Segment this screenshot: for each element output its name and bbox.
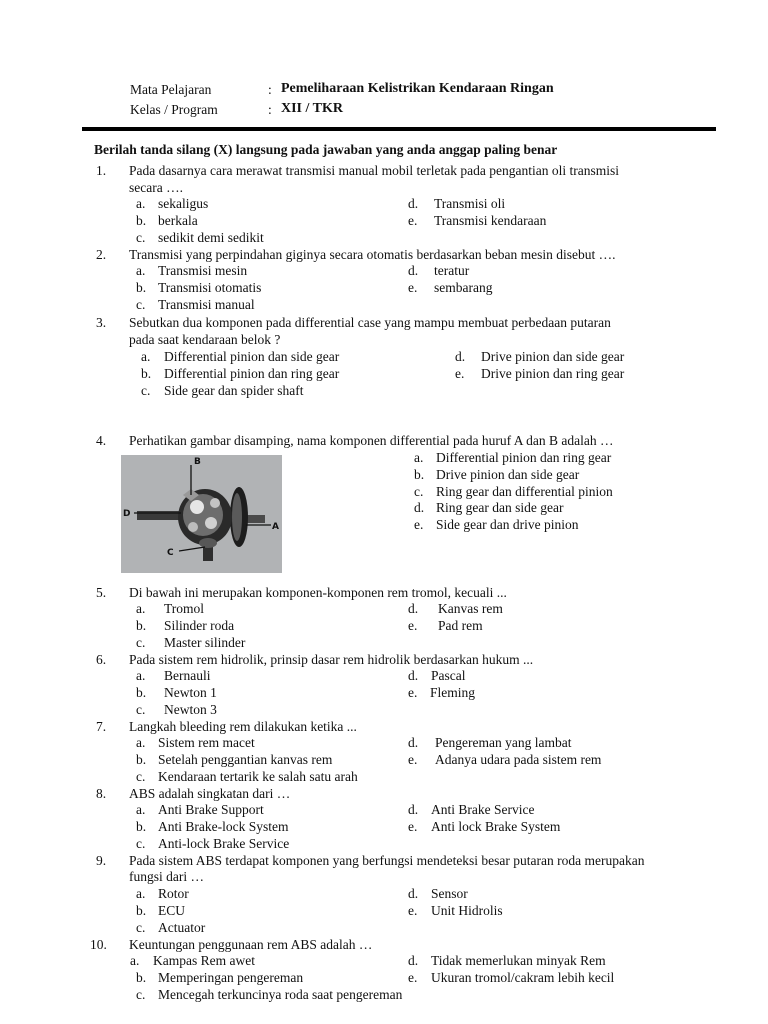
- option-b[interactable]: b. Silinder roda: [136, 618, 235, 633]
- question-text: Sebutkan dua komponen pada differential case yang mampu membuat perbedaan putaran: [129, 315, 611, 330]
- question-text: fungsi dari …: [129, 869, 204, 884]
- option-e[interactable]: e. Unit Hidrolis: [408, 903, 503, 918]
- option-c[interactable]: c. Mencegah terkuncinya roda saat pengereman: [136, 987, 403, 1002]
- question-text: Pada dasarnya cara merawat transmisi manual mobil terletak pada pengantian oli transmisi: [129, 163, 619, 178]
- option-c[interactable]: c. sedikit demi sedikit: [136, 230, 264, 245]
- option-c[interactable]: c. Kendaraan tertarik ke salah satu arah: [136, 769, 358, 784]
- option-b[interactable]: b. Transmisi otomatis: [136, 280, 262, 295]
- question-number: 1.: [96, 163, 107, 178]
- option-d[interactable]: d. Pengereman yang lambat: [408, 735, 572, 750]
- option-a[interactable]: a. Bernauli: [136, 668, 211, 683]
- option-d[interactable]: d. Tidak memerlukan minyak Rem: [408, 953, 606, 968]
- question-number: 9.: [96, 853, 107, 868]
- question-text: Pada sistem ABS terdapat komponen yang berfungsi mendeteksi besar putaran roda merupakan: [129, 853, 645, 868]
- question-number: 7.: [96, 719, 107, 734]
- option-a[interactable]: a. Anti Brake Support: [136, 802, 264, 817]
- subject-colon: :: [268, 82, 272, 97]
- option-e[interactable]: e. Pad rem: [408, 618, 483, 633]
- option-a[interactable]: a. Sistem rem macet: [136, 735, 255, 750]
- option-c[interactable]: c. Actuator: [136, 920, 206, 935]
- option-a[interactable]: a. Tromol: [136, 601, 205, 616]
- differential-figure: [121, 455, 282, 573]
- option-d[interactable]: d. Ring gear dan side gear: [414, 500, 564, 515]
- option-c[interactable]: c. Newton 3: [136, 702, 217, 717]
- option-d[interactable]: d. teratur: [408, 263, 470, 278]
- option-d[interactable]: d. Pascal: [408, 668, 466, 683]
- option-e[interactable]: e. Side gear dan drive pinion: [414, 517, 579, 532]
- instruction: Berilah tanda silang (X) langsung pada jawaban yang anda anggap paling benar: [94, 142, 558, 157]
- option-e[interactable]: e. Ukuran tromol/cakram lebih kecil: [408, 970, 615, 985]
- option-a[interactable]: a. Differential pinion dan side gear: [141, 349, 340, 364]
- option-e[interactable]: e. Adanya udara pada sistem rem: [408, 752, 602, 767]
- option-e[interactable]: e. Anti lock Brake System: [408, 819, 561, 834]
- question-number: 2.: [96, 247, 107, 262]
- option-e[interactable]: e. sembarang: [408, 280, 493, 295]
- option-b[interactable]: b. Newton 1: [136, 685, 217, 700]
- option-b[interactable]: b. Drive pinion dan side gear: [414, 467, 580, 482]
- option-e[interactable]: e. Drive pinion dan ring gear: [455, 366, 625, 381]
- question-text: secara ….: [129, 180, 183, 195]
- class-colon: :: [268, 102, 272, 117]
- figure-label-b: B: [194, 457, 201, 467]
- option-c[interactable]: c. Side gear dan spider shaft: [141, 383, 304, 398]
- option-a[interactable]: a. Differential pinion dan ring gear: [414, 450, 612, 465]
- option-b[interactable]: b. Differential pinion dan ring gear: [141, 366, 340, 381]
- option-a[interactable]: a. Rotor: [136, 886, 189, 901]
- option-d[interactable]: d. Kanvas rem: [408, 601, 503, 616]
- question-text: Perhatikan gambar disamping, nama komponen differential pada huruf A dan B adalah …: [129, 433, 614, 448]
- option-c[interactable]: c. Transmisi manual: [136, 297, 255, 312]
- question-number: 3.: [96, 315, 107, 330]
- question-text: ABS adalah singkatan dari …: [129, 786, 291, 801]
- option-a[interactable]: a. sekaligus: [136, 196, 209, 211]
- option-e[interactable]: e. Transmisi kendaraan: [408, 213, 547, 228]
- question-text: Di bawah ini merupakan komponen-komponen rem tromol, kecuali ...: [129, 585, 507, 600]
- option-c[interactable]: c. Master silinder: [136, 635, 246, 650]
- class-value: XII / TKR: [281, 101, 343, 116]
- option-d[interactable]: d. Anti Brake Service: [408, 802, 535, 817]
- figure-label-a: A: [272, 522, 279, 532]
- question-text: Keuntungan penggunaan rem ABS adalah …: [129, 937, 373, 952]
- figure-label-c: C: [167, 548, 174, 558]
- option-d[interactable]: d. Drive pinion dan side gear: [455, 349, 625, 364]
- option-a[interactable]: a. Transmisi mesin: [136, 263, 248, 278]
- option-e[interactable]: e. Fleming: [408, 685, 476, 700]
- figure-label-d: D: [123, 509, 131, 519]
- question-number: 10.: [90, 937, 107, 952]
- option-b[interactable]: b. Setelah penggantian kanvas rem: [136, 752, 333, 767]
- option-c[interactable]: c. Anti-lock Brake Service: [136, 836, 290, 851]
- question-number: 5.: [96, 585, 107, 600]
- question-text: Langkah bleeding rem dilakukan ketika ...: [129, 719, 357, 734]
- question-number: 8.: [96, 786, 107, 801]
- subject-label: Mata Pelajaran: [130, 82, 212, 97]
- header-divider: [82, 127, 716, 131]
- option-b[interactable]: b. ECU: [136, 903, 185, 918]
- question-number: 4.: [96, 433, 107, 448]
- question-text: Pada sistem rem hidrolik, prinsip dasar rem hidrolik berdasarkan hukum ...: [129, 652, 534, 667]
- class-label: Kelas / Program: [130, 102, 218, 117]
- option-b[interactable]: b. Memperingan pengereman: [136, 970, 304, 985]
- option-c[interactable]: c. Ring gear dan differential pinion: [414, 484, 613, 499]
- option-b[interactable]: b. Anti Brake-lock System: [136, 819, 289, 834]
- question-text: Transmisi yang perpindahan giginya secara otomatis berdasarkan beban mesin disebut ….: [129, 247, 616, 262]
- option-b[interactable]: b. berkala: [136, 213, 198, 228]
- question-number: 6.: [96, 652, 107, 667]
- option-d[interactable]: d. Sensor: [408, 886, 468, 901]
- option-a[interactable]: a. Kampas Rem awet: [130, 953, 255, 968]
- differential-illustration: [121, 455, 282, 573]
- question-text: pada saat kendaraan belok ?: [129, 332, 281, 347]
- option-d[interactable]: d. Transmisi oli: [408, 196, 506, 211]
- subject-value: Pemeliharaan Kelistrikan Kendaraan Ringan: [281, 81, 554, 96]
